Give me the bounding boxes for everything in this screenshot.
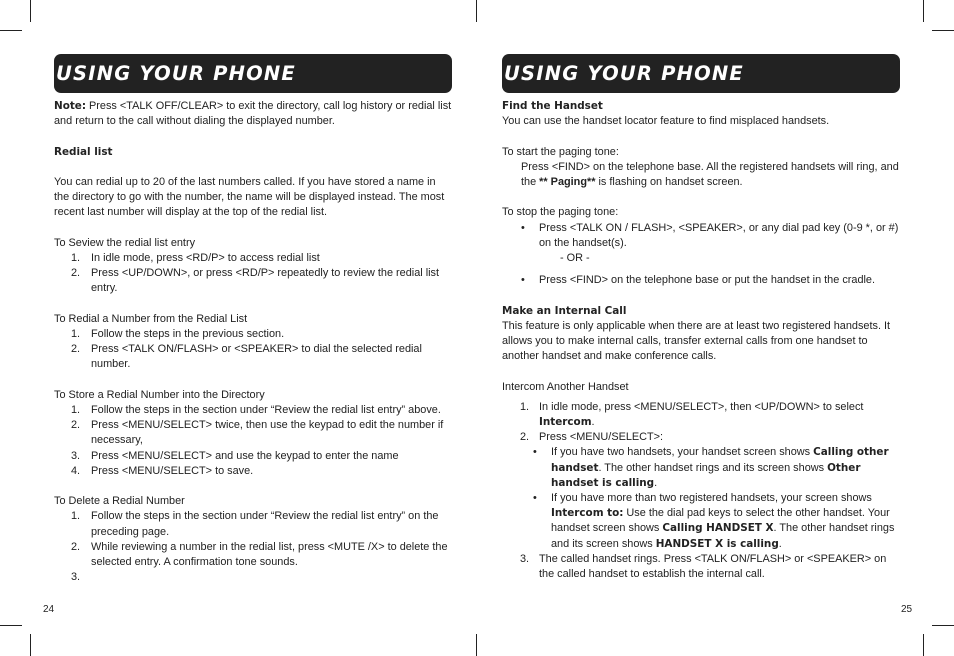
list-item: 2. While reviewing a number in the redial list, press <MUTE /X> to delete the selected entry. A confirmation tone sounds. [71,540,448,568]
list-item: 4. Press <MENU/SELECT> to save. [71,464,254,477]
crop-mark [0,625,22,626]
stop-label: To stop the paging tone: [502,206,619,219]
left-page-number: 24 [43,604,55,615]
crop-mark [923,634,924,656]
delete-heading: To Delete a Redial Number [54,495,185,508]
crop-mark [30,0,31,22]
list-item: 1. In idle mode, press <RD/P> to access redial list [71,251,320,264]
crop-mark [932,625,954,626]
list-item: 3. The called handset rings. Press <TALK ON/FLASH> or <SPEAKER> on the called handset to establish the internal call. [520,552,887,581]
delete-steps: 1. Follow the steps in the section under “Review the redial list entry” on the preceding page. 2. While reviewing a number in the redial list, press <MUTE /X> to delete the selected entry. A confirmation tone sounds. 3. [54,509,452,570]
start-label: To start the paging tone: [502,145,619,158]
list-item: 1. Follow the steps in the section under “Review the redial list entry” on the preceding page. [71,510,439,538]
list-item: 3. Press <MENU/SELECT> and use the keypad to enter the name [71,449,399,462]
list-item: 2. Press <UP/DOWN>, or press <RD/P> repeatedly to review the redial list entry. [71,267,440,295]
intercom-steps [502,400,900,582]
list-item: 2. Press <MENU/SELECT> twice, then use the keypad to edit the number if necessary, [71,419,444,447]
internal-heading: Make an Internal Call [502,304,627,317]
crop-mark [30,634,31,656]
start-paragraph: Press <FIND> on the telephone base. All the registered handsets will ring, and the ** Paging** is flashing on handset screen. [521,160,899,188]
list-item: 2. Press <TALK ON/FLASH> or <SPEAKER> to dial the selected redial number. [71,343,422,371]
internal-intro: This feature is only applicable when there are at least two registered handsets. It allows you to make internal calls, transfer external calls from one handset to another handset and make conference calls. [502,319,891,363]
note-paragraph [54,99,452,129]
right-page-title: USING YOUR PHONE [504,62,744,85]
note-label: Note: [54,100,87,112]
stop-options [502,221,900,289]
redial-number-steps [54,327,452,373]
left-page-body [54,99,452,584]
intercom-heading: Intercom Another Handset [502,380,629,393]
find-intro: You can use the handset locator feature to find misplaced handsets. [502,115,830,128]
list-item: • Press <TALK ON / FLASH>, <SPEAKER>, or any dial pad key (0-9 *, or #) on the handset(s). [521,221,899,249]
right-page-number: 25 [901,604,913,615]
intercom-sub-options [502,445,900,551]
list-item: 2. Press <MENU/SELECT>: [520,431,664,444]
right-page-body [502,99,900,582]
crop-mark [932,30,954,31]
left-title-banner [54,54,452,93]
list-item: • Press <FIND> on the telephone base or put the handset in the cradle. [521,274,876,287]
right-title-banner [502,54,900,93]
list-item: 1. Follow the steps in the section under “Review the redial list entry” above. [71,403,441,416]
list-item: 1. In idle mode, press <MENU/SELECT>, then <UP/DOWN> to select Intercom. [520,400,864,428]
or-separator: - OR - [560,252,590,264]
left-page [54,54,452,584]
redial-number-heading: To Redial a Number from the Redial List [54,312,248,325]
find-heading: Find the Handset [502,100,603,112]
store-heading: To Store a Redial Number into the Directory [54,388,265,401]
note-text: Press <TALK OFF/CLEAR> to exit the directory, call log history or redial list and return to the call without dialing the displayed number. [54,100,452,128]
list-item: • If you have two handsets, your handset screen shows Calling other handset. The other handset rings and its screen shows Other handset is calling. [533,446,889,489]
crop-mark [476,0,477,22]
redial-intro: You can redial up to 20 of the last numbers called. If you have stored a name in the directory to go with the number, the name will be displayed instead. The most recent last number will display at the top of the redial list. [54,175,445,219]
list-item: • If you have more than two registered handsets, your screen shows Intercom to: Use the dial pad keys to select the other handset. Your handset screen shows Calling HANDSET X. The other handset rings and its screen shows HANDSET X is calling. [533,492,895,550]
redial-heading: Redial list [54,145,113,158]
review-heading: To Seview the redial list entry [54,236,196,249]
right-page [502,54,900,582]
left-page-title: USING YOUR PHONE [56,62,296,85]
crop-mark [0,30,22,31]
crop-mark [923,0,924,22]
store-steps [54,403,452,479]
list-item: 1. Follow the steps in the previous section. [71,327,285,340]
crop-mark [476,634,477,656]
paging-text: ** Paging** [539,176,596,188]
review-steps [54,251,452,297]
